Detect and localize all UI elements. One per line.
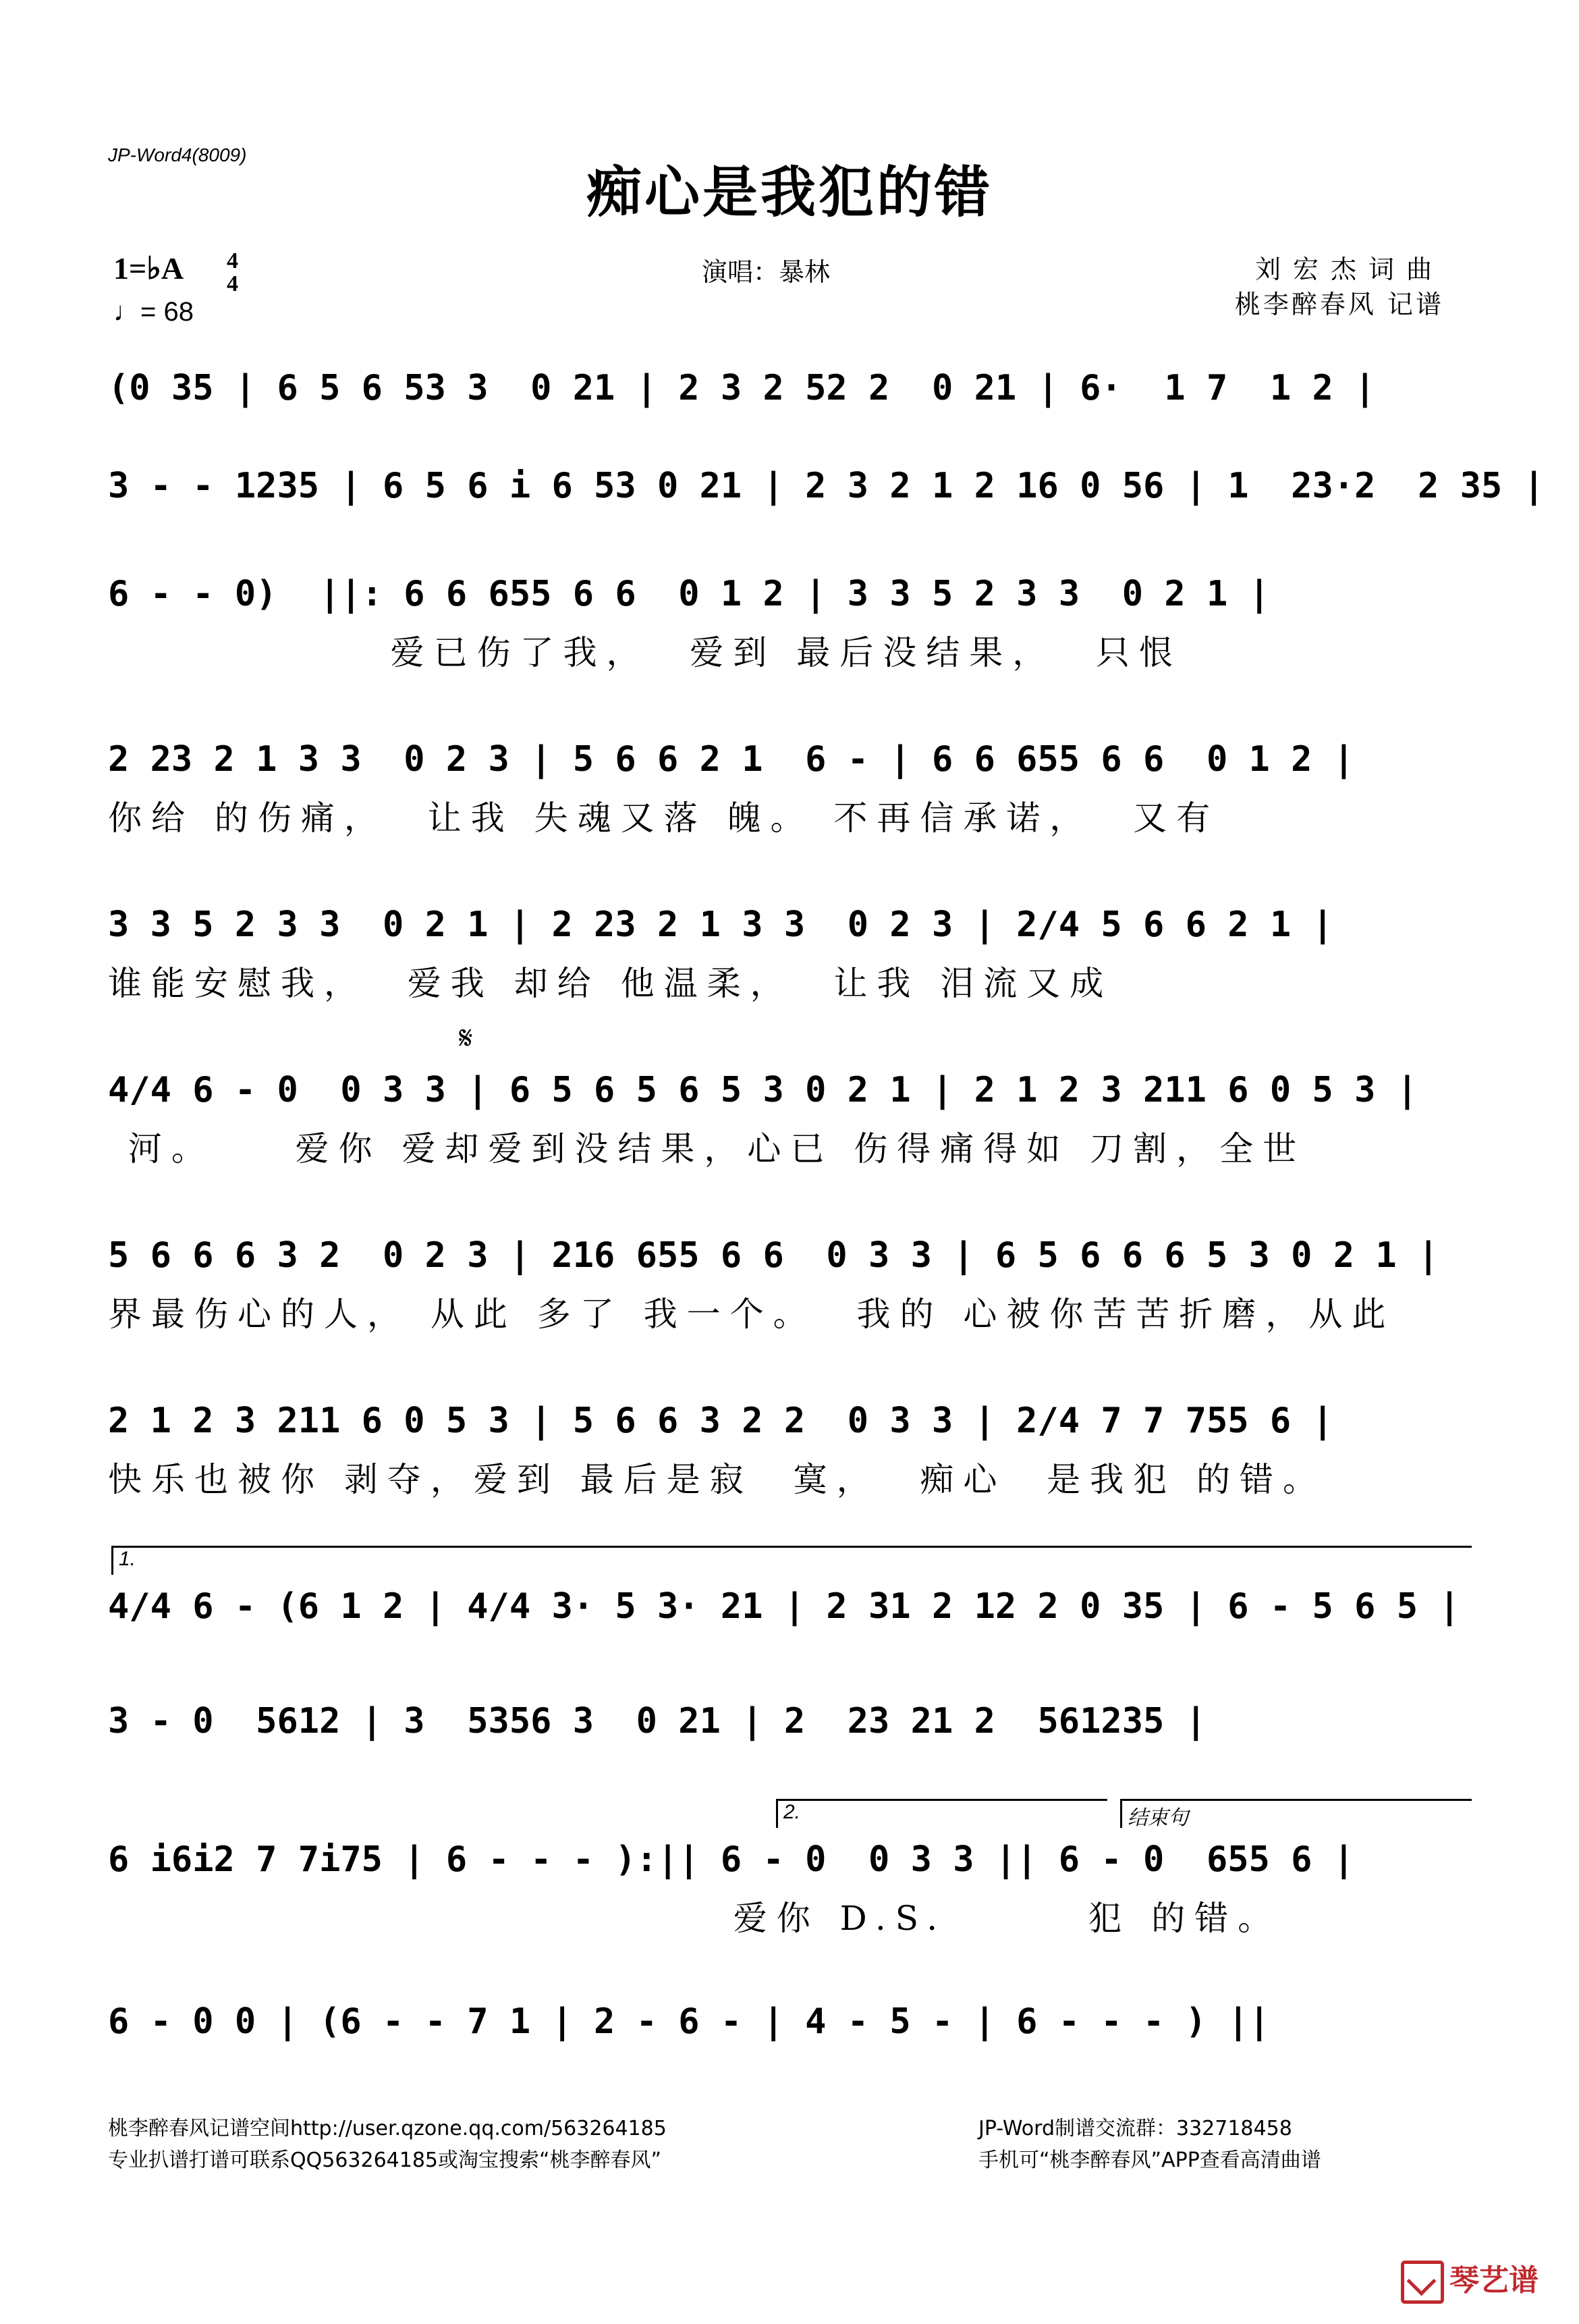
lyrics-row: 界最伤心的人， 从此 多了 我一个。 我的 心被你苦苦折磨，从此 — [108, 1295, 1395, 1334]
footer-right-1: JP-Word制谱交流群：332718458 — [978, 2117, 1292, 2140]
segno-sign: 𝄋 — [459, 1019, 473, 1057]
ending-bracket — [1120, 1799, 1472, 1828]
lyrics-row: 爱你 D.S. 犯 的错。 — [108, 1899, 1281, 1938]
time-top: 4 — [227, 248, 238, 273]
time-signature — [227, 250, 238, 296]
first-ending-bracket — [111, 1546, 1472, 1575]
footer-left-1: 桃李醉春风记谱空间http://user.qzone.qq.com/563264185 — [108, 2117, 667, 2140]
lyrics-row: 快乐也被你 剥夺，爱到 最后是寂 寞， 痴心 是我犯 的错。 — [108, 1460, 1327, 1499]
second-ending-bracket — [776, 1799, 1107, 1828]
brand-logo — [1401, 2256, 1539, 2304]
logo-icon — [1401, 2261, 1444, 2304]
notes-row: 5 6 6 6 3 2 0 2 3 | 216 655 6 6 0 3 3 | 6 5 6 6 6 5 3 0 2 1 | — [108, 1235, 1439, 1276]
lyrics-row: 爱已伤了我， 爱到 最后没结果， 只恨 — [108, 633, 1182, 672]
lyrics-row: 谁能安慰我， 爱我 却给 他温柔， 让我 泪流又成 — [108, 964, 1113, 1003]
key-signature: 1=♭A — [113, 251, 184, 286]
notes-row: 2 23 2 1 3 3 0 2 3 | 5 6 6 2 1 6 - | 6 6 655 6 6 0 1 2 | — [108, 739, 1355, 780]
footer-left-2: 专业扒谱打谱可联系QQ563264185或淘宝搜索“桃李醉春风” — [108, 2149, 662, 2172]
composer-credit: 刘宏杰词曲 — [1254, 254, 1444, 284]
notes-row: 3 - - 1235 | 6 5 6 i 6 53 0 21 | 2 3 2 1 2 16 0 56 | 1 23·2 2 35 | — [108, 466, 1545, 506]
software-label: JP-Word4(8009) — [108, 144, 247, 165]
notes-row: 3 3 5 2 3 3 0 2 1 | 2 23 2 1 3 3 0 2 3 | 2/4 5 6 6 2 1 | — [108, 904, 1333, 945]
logo-text: 琴艺谱 — [1449, 2263, 1539, 2298]
footer-right-2: 手机可“桃李醉春风”APP查看高清曲谱 — [978, 2149, 1321, 2172]
notes-row: (0 35 | 6 5 6 53 3 0 21 | 2 3 2 52 2 0 21 | 6· 1 7 1 2 | — [108, 368, 1376, 408]
notes-row: 3 - 0 5612 | 3 5356 3 0 21 | 2 23 21 2 561235 | — [108, 1701, 1207, 1741]
notes-row: 2 1 2 3 211 6 0 5 3 | 5 6 6 3 2 2 0 3 3 | 2/4 7 7 755 6 | — [108, 1401, 1333, 1441]
second-ending-label: 2. — [783, 1801, 801, 1823]
notation-credit: 桃李醉春风 记谱 — [1234, 290, 1444, 319]
notes-row: 6 - 0 0 | (6 - - 7 1 | 2 - 6 - | 4 - 5 - | 6 - - - ) || — [108, 2001, 1270, 2042]
time-bottom: 4 — [227, 271, 238, 296]
lyrics-row: 河。 爱你 爱却爱到没结果，心已 伤得痛得如 刀割，全世 — [108, 1129, 1306, 1168]
lyrics-row: 你给 的伤痛， 让我 失魂又落 魄。 不再信承诺， 又有 — [108, 799, 1220, 838]
tempo-marking: ♩= 68 — [113, 297, 194, 327]
first-ending-label: 1. — [119, 1548, 136, 1570]
song-title: 痴心是我犯的错 — [586, 160, 993, 225]
notes-row: 4/4 6 - 0 0 3 3 | 6 5 6 5 6 5 3 0 2 1 | 2 1 2 3 211 6 0 5 3 | — [108, 1070, 1418, 1110]
notes-row: 6 - - 0) ||: 6 6 655 6 6 0 1 2 | 3 3 5 2 3 3 0 2 1 | — [108, 574, 1270, 614]
singer-credit: 演唱：暴林 — [702, 257, 831, 287]
ending-label: 结束句 — [1128, 1807, 1188, 1829]
notes-row: 6 i6i2 7 7i75 | 6 - - - ):|| 6 - 0 0 3 3 || 6 - 0 655 6 | — [108, 1839, 1355, 1880]
notes-row: 4/4 6 - (6 1 2 | 4/4 3· 5 3· 21 | 2 31 2 12 2 0 35 | 6 - 5 6 5 | — [108, 1586, 1460, 1627]
